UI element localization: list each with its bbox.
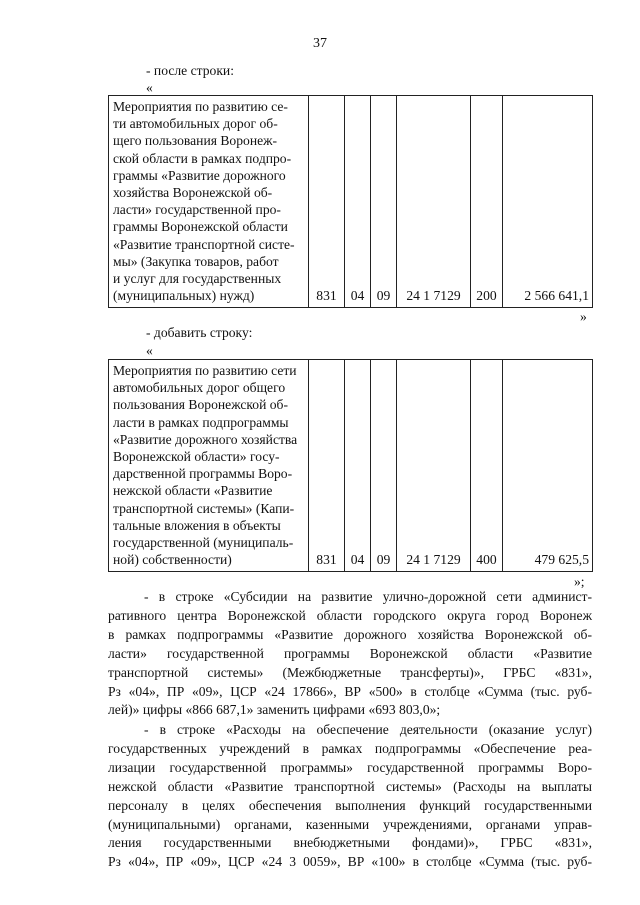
description-line: хозяйства Воронежской об- xyxy=(113,185,273,201)
paragraph-line: транспортной системы» (Межбюджетные трансферты)», ГРБС «831», xyxy=(108,664,592,680)
description-line: ти автомобильных дорог об- xyxy=(113,116,278,132)
csr-cell: 24 1 7129 xyxy=(397,96,471,308)
description-line: граммы Воронежской области xyxy=(113,219,288,235)
pr-cell: 09 xyxy=(371,96,397,308)
description-line: пользования Воронежской об- xyxy=(113,397,289,413)
paragraph-line: государственных учреждений в рамках подпрограммы «Обеспечение реа- xyxy=(108,740,592,756)
paragraph-line: ласти» государственной программы Воронежской области «Развитие xyxy=(108,645,592,661)
description-line: ласти» государственной про- xyxy=(113,202,281,218)
description-line: и услуг для государственных xyxy=(113,271,282,287)
description-line: Мероприятия по развитию сети xyxy=(113,363,297,378)
description-line: тальные вложения в объекты xyxy=(113,517,281,533)
grbs-cell: 831 xyxy=(309,360,345,572)
paragraph-line: лей)» цифры «866 687,1» заменить цифрами «693 803,0»; xyxy=(108,702,441,718)
page-number: 37 xyxy=(313,36,327,51)
grbs-cell: 831 xyxy=(309,96,345,308)
description-line: нежской области «Развитие xyxy=(113,483,273,499)
table-row xyxy=(109,96,593,308)
row-description xyxy=(109,360,309,572)
description-line: Мероприятия по развитию се- xyxy=(113,99,288,114)
description-line: ской области в рамках подпро- xyxy=(113,150,292,166)
vr-cell: 200 xyxy=(471,96,503,308)
paragraph-line: (муниципальными) органами, казенными учреждениями, органами управ- xyxy=(108,816,592,832)
description-line: Воронежской области» госу- xyxy=(113,449,280,465)
description-line: «Развитие дорожного хозяйства xyxy=(113,431,298,447)
closing-quote: » xyxy=(580,309,587,324)
rz-cell: 04 xyxy=(345,96,371,308)
paragraph-line: в рамках подпрограммы «Развитие дорожного хозяйства Воронежской об- xyxy=(108,626,592,642)
amendment-paragraph-expenses xyxy=(108,721,592,872)
paragraph-line: Рз «04», ПР «09», ЦСР «24 17866», ВР «500» в столбце «Сумма (тыс. руб- xyxy=(108,683,592,699)
opening-quote: « xyxy=(146,343,153,358)
description-line: транспортной системы» (Капи- xyxy=(113,500,295,516)
paragraph-line: персоналу в целях обеспечения выполнения функций государственными xyxy=(108,797,592,813)
paragraph-line: Рз «04», ПР «09», ЦСР «24 3 0059», ВР «100» в столбце «Сумма (тыс. руб- xyxy=(108,854,592,870)
paragraph-line: ления государственными внебюджетными фондами)», ГРБС «831», xyxy=(108,835,592,851)
description-line: граммы «Развитие дорожного xyxy=(113,167,286,183)
sum-cell: 479 625,5 xyxy=(503,360,593,572)
after-line-instruction: - после строки: xyxy=(146,63,234,78)
description-line: (муниципальных) нужд) xyxy=(113,288,255,304)
sum-cell: 2 566 641,1 xyxy=(503,96,593,308)
paragraph-line: ративного центра Воронежской области городского округа город Воронеж xyxy=(108,607,592,623)
description-line: дарственной программы Воро- xyxy=(113,466,293,482)
description-line: «Развитие транспортной систе- xyxy=(113,236,295,252)
add-line-instruction: - добавить строку: xyxy=(146,325,253,340)
description-line: ной) собственности) xyxy=(113,552,232,568)
added-row-table xyxy=(108,359,593,572)
rz-cell: 04 xyxy=(345,360,371,572)
description-line: щего пользования Воронеж- xyxy=(113,133,278,149)
existing-row-table xyxy=(108,95,593,308)
description-line: мы» (Закупка товаров, работ xyxy=(113,253,279,269)
description-line: государственной (муниципаль- xyxy=(113,535,294,551)
paragraph-line: лизации государственной программы» государственной программы Воро- xyxy=(108,759,592,775)
pr-cell: 09 xyxy=(371,360,397,572)
row-description xyxy=(109,96,309,308)
paragraph-line: нежской области «Развитие транспортной системы» (Расходы на выплаты xyxy=(108,778,592,794)
description-line: ласти в рамках подпрограммы xyxy=(113,414,289,430)
paragraph-line: - в строке «Субсидии на развитие улично-дорожной сети админист- xyxy=(144,589,592,604)
vr-cell: 400 xyxy=(471,360,503,572)
amendment-paragraph-subsidies xyxy=(108,588,592,720)
opening-quote: « xyxy=(146,80,153,95)
description-line: автомобильных дорог общего xyxy=(113,380,286,396)
csr-cell: 24 1 7129 xyxy=(397,360,471,572)
closing-quote: »; xyxy=(574,574,585,589)
table-row xyxy=(109,360,593,572)
paragraph-line: - в строке «Расходы на обеспечение деятельности (оказание услуг) xyxy=(144,722,592,737)
